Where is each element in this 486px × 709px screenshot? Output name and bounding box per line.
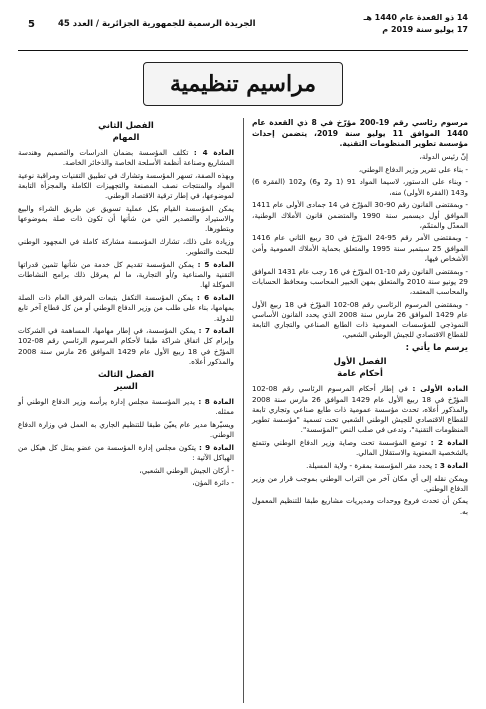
page-number: 5 bbox=[28, 19, 35, 30]
article bbox=[18, 293, 234, 324]
article-text: يتكون مجلس إدارة المؤسسة من عضو يمثل كل هيكل من الهياكل الآتية : bbox=[18, 442, 234, 463]
article-label: المادة 2 : bbox=[430, 437, 468, 447]
chapter-title: أحكام عامة bbox=[337, 369, 383, 380]
chapter-title: السير bbox=[114, 382, 138, 393]
paragraph: - وبمقتضى القانون رقم 90-30 المؤرّخ في 14 جمادى الأولى عام 1411 الموافق أول ديسمبر سنة 1990 والمتضمن قانون الأملاك الوطنية، المعدّل والمتمّم، bbox=[252, 200, 469, 230]
chapter-heading: الفصل الأول bbox=[333, 357, 387, 368]
article bbox=[18, 326, 234, 367]
article-text: يمكن المؤسسة تقديم كل خدمة من شأنها تثمين قدراتها التقنية والصناعية و/أو التجارية، ما لم يعرقل ذلك برامج النشاطات الموكلة لها. bbox=[18, 260, 234, 290]
article bbox=[18, 397, 234, 417]
article-text: يمكن المؤسسة، في إطار مهامها، المساهمة في الشركات وإبرام كل اتفاق شراكة طبقا لأحكام المرسوم الرئاسي رقم 08-102 المؤرّخ في 18 ربيع الأول عام 1429 الموافق 26 مارس سنة 2008 والمذكور أعلاه. bbox=[18, 326, 234, 366]
left-column bbox=[18, 118, 234, 491]
paragraph: ويمكن نقله إلى أي مكان آخر من التراب الوطني بموجب قرار من وزير الدفاع الوطني. bbox=[252, 473, 468, 493]
decree-title: مرسوم رئاسي رقم 19-200 مؤرّخ في 8 ذي القعدة عام 1440 الموافق 11 يوليو سنة 2019، يتضمن إحداث مؤسسة تطوير المنظومات التقنية. bbox=[252, 118, 468, 148]
article-text: يحدد مقر المؤسسة بمقرة - ولاية المسيلة. bbox=[306, 460, 433, 470]
article bbox=[252, 438, 468, 458]
article bbox=[252, 384, 468, 435]
article-label: المادة 7 : bbox=[198, 326, 234, 336]
article-label: المادة 6 : bbox=[196, 293, 234, 303]
article-text: في إطار أحكام المرسوم الرئاسي رقم 08-102 المؤرّخ في 18 ربيع الأول عام 1429 الموافق 26 مارس سنة 2008 والمذكور أعلاه، تحدث مؤسسة عمومية ذات طابع صناعي وتجاري تابعة للقطاع الاقتصادي للجيش الوطني الشعبي تحت تسمية "مؤسسة تطوير المنظومات التقنية"، وتدعى في صلب النص "المؤسسة". bbox=[252, 384, 468, 435]
page-header bbox=[18, 12, 468, 46]
paragraph: يمكن المؤسسة القيام بكل عملية تسويق عن طريق الشراء والبيع والاستيراد والتصدير التي من شأنها أن تكون ذات صلة بموضوعها وبتطورها. bbox=[18, 204, 234, 234]
section-title: مراسيم تنظيمية bbox=[169, 71, 316, 97]
paragraph: وزيادة على ذلك، تشارك المؤسسة مشاركة كاملة في المجهود الوطني للبحث والتطوير. bbox=[18, 237, 234, 257]
article-label: المادة 9 : bbox=[199, 442, 234, 452]
article-text: يدير المؤسسة مجلس إدارة يرأسه وزير الدفاع الوطني أو ممثله. bbox=[18, 397, 234, 417]
date-hijri: 14 ذو القعدة عام 1440 هـ bbox=[363, 13, 468, 22]
paragraph: - وبمقتضى القانون رقم 10-01 المؤرّخ في 16 رجب عام 1431 الموافق 29 يونيو سنة 2010 والمتعلق بمهن الخبير المحاسب ومحافظ الحسابات والمحاسب المعتمد، bbox=[252, 266, 468, 296]
chapter-title: المهام bbox=[112, 133, 140, 143]
article-label: المادة 3 : bbox=[434, 460, 468, 470]
paragraph: - بناء على تقرير وزير الدفاع الوطني، bbox=[358, 164, 468, 174]
article-label: المادة الأولى : bbox=[412, 384, 468, 394]
article-text: يمكن المؤسسة التكفل بتبعات المرفق العام ذات الصلة بمهامها، بناء على طلب من وزير الدفاع الوطني أو من كل قطاع آخر تابع للدولة. bbox=[18, 293, 234, 323]
column-divider bbox=[243, 118, 244, 703]
paragraph: إنّ رئيس الدولة، bbox=[419, 152, 468, 161]
list-item: - دائرة المؤن، bbox=[192, 478, 234, 488]
paragraph: يمكن أن تحدث فروع ووحدات ومديريات مشاريع طبقا للتنظيم المعمول به. bbox=[252, 496, 468, 516]
date-gregorian: 17 يوليو سنة 2019 م bbox=[382, 25, 468, 34]
chapter-heading: الفصل الثالث bbox=[97, 370, 155, 381]
article-text: توضع المؤسسة تحت وصاية وزير الدفاع الوطني وتتمتع بالشخصية المعنوية والاستقلال المالي. bbox=[252, 437, 468, 458]
list-item: - أركان الجيش الوطني الشعبي، bbox=[139, 465, 234, 475]
paragraph: وبهذه الصفة، تسهر المؤسسة وتشارك في تطبيق التقنيات ومراقبة نوعية المواد والمنتجات نصف المصنعة والتجهيزات الكاملة والمجزأة التابعة لموضوعها، في إطار ترقية الاقتصاد الوطني. bbox=[18, 170, 234, 201]
paragraph: - وبناء على الدستور، لاسيما المواد 91 (1 و2 و6) و102 (الفقرة 6) و143 (الفقرة الأولى) منه، bbox=[252, 177, 468, 197]
header-rule bbox=[18, 50, 468, 51]
paragraph: ويسيّرها مدير عام يعيّن طبقا للتنظيم الجاري به العمل في وزارة الدفاع الوطني. bbox=[18, 419, 234, 440]
article bbox=[18, 260, 234, 291]
article bbox=[252, 461, 468, 471]
right-column bbox=[252, 118, 468, 519]
article-text: تكلف المؤسسة بضمان الدراسات والتصميم وهندسة المشاريع وصناعة أنظمة الأسلحة الخاصة والذخائر الخاصة. bbox=[18, 148, 234, 168]
article bbox=[18, 443, 234, 463]
paragraph: - وبمقتضى المرسوم الرئاسي رقم 08-102 المؤرّخ في 18 ربيع الأول عام 1429 الموافق 26 مارس سنة 2008 الذي يحدد القانون الأساسي النموذجي للمؤسسات العمومية ذات الطابع الصناعي والتجاري التابعة للقطاع الاقتصادي للجيش الوطني الشعبي، bbox=[252, 299, 469, 340]
journal-title: الجريدة الرسمية للجمهورية الجزائرية / العدد 45 bbox=[58, 19, 256, 29]
article-label: المادة 4 : bbox=[193, 148, 234, 157]
chapter-heading: الفصل الثاني bbox=[98, 121, 154, 131]
section-banner bbox=[143, 62, 343, 106]
paragraph: - وبمقتضى الأمر رقم 95-24 المؤرّخ في 30 ربيع الثاني عام 1416 الموافق 25 سبتمبر سنة 1995 والمتعلق بحماية الأملاك العمومية وأمن الأشخاص فيها، bbox=[252, 233, 468, 263]
decrees-heading: يرسم ما يأتي : bbox=[405, 343, 468, 354]
article-label: المادة 8 : bbox=[198, 397, 234, 407]
issue-date bbox=[356, 12, 468, 36]
article bbox=[18, 148, 234, 168]
article-label: المادة 5 : bbox=[197, 260, 234, 270]
